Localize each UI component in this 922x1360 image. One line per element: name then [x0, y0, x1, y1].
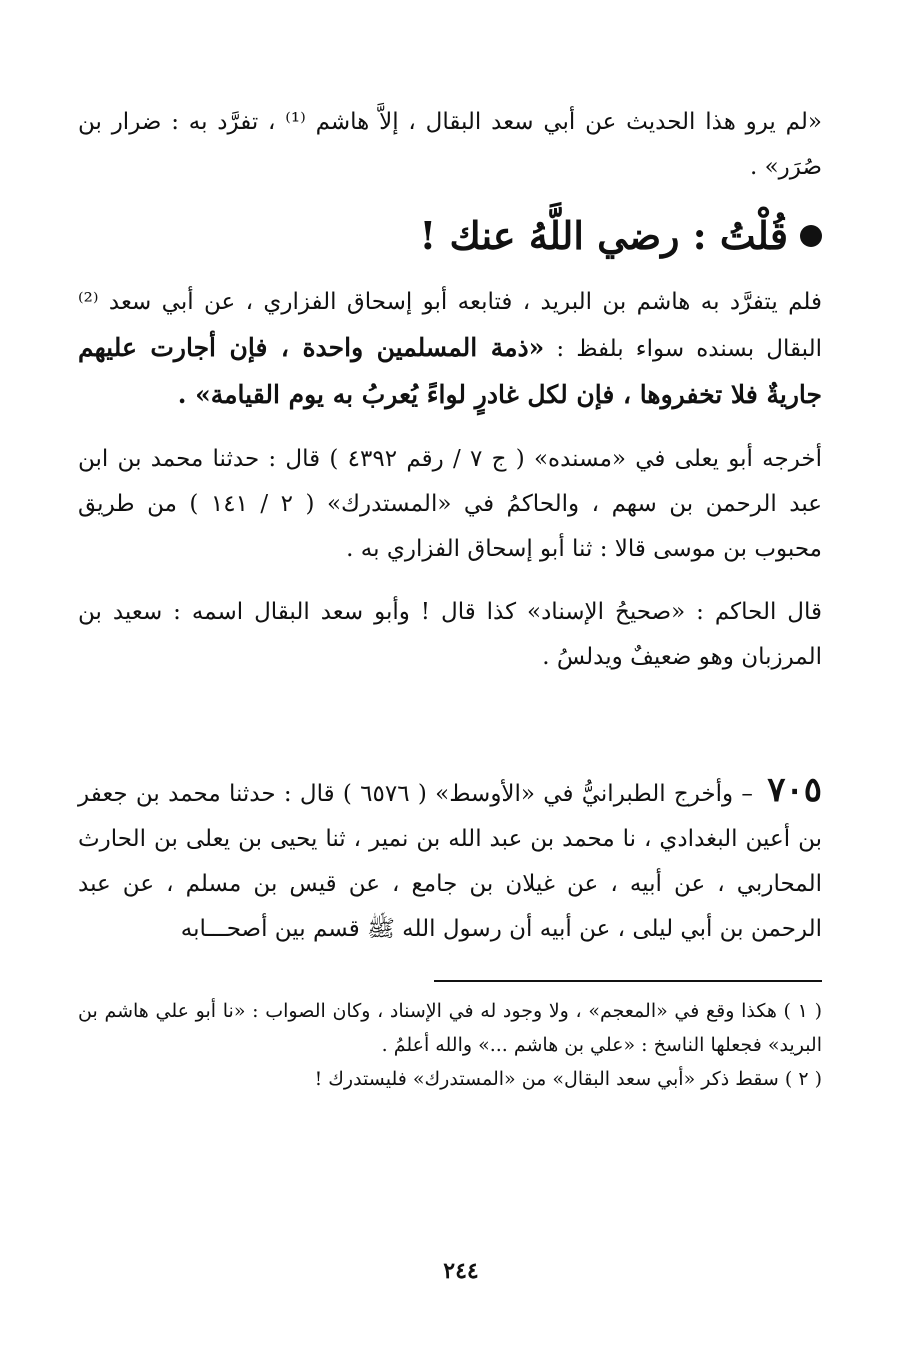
page-body — [78, 100, 822, 1096]
paragraph-hadith-705 — [78, 768, 822, 952]
page-number: ٢٤٤ — [443, 1258, 479, 1284]
footnotes — [78, 994, 822, 1096]
footnote-divider — [434, 980, 822, 982]
hadith-705-text: – وأخرج الطبرانيُّ في «الأوسط» ( ٦٥٧٦ ) قال : حدثنا محمد بن جعفر بن أعين البغدادي ، نا محمد بن عبد الله بن نمير ، ثنا يحيى بن يعلى بن الحارث المحاربي ، عن أبيه ، عن غيلان بن جامع ، عن قيس بن مسلم ، عن عبد الرحمن بن أبي ليلى ، عن أبيه أن رسول الله ﷺ قسم بين أصحـــابه — [78, 781, 822, 942]
paragraph-takhrij: أخرجه أبو يعلى في «مسنده» ( ج ٧ / رقم ٤٣٩٢ ) قال : حدثنا محمد بن ابن عبد الرحمن بن سهم ، والحاكمُ في «المستدرك» ( ٢ / ١٤١ ) من طريق محبوب بن موسى قالا : ثنا أبو إسحاق الفزاري به . — [78, 446, 823, 562]
bullet-icon — [800, 225, 822, 247]
footnote-2: ( ٢ ) سقط ذكر «أبي سعد البقال» من «المستدرك» فليستدرك ! — [314, 1068, 822, 1090]
paragraph-hakim: قال الحاكم : «صحيحُ الإسناد» كذا قال ! وأبو سعد البقال اسمه : سعيد بن المرزبان وهو ضعيفٌ ويدلسُ . — [78, 599, 822, 670]
section-spacer — [78, 698, 822, 768]
paragraph-follow-up-lead: فلم يتفرَّد به هاشم بن البريد ، فتابعه أبو إسحاق الفزاري ، عن أبي سعد ⁽²⁾ البقال بسنده سواء بلفظ : — [78, 289, 822, 362]
paragraph-follow-up — [78, 280, 822, 419]
hadith-quote: «ذمة المسلمين واحدة ، فإن أجارت عليهم جاريةٌ فلا تخفروها ، فإن لكل غادرٍ لواءً يُعربُ به يوم القيامة» . — [78, 333, 822, 409]
hadith-number: ٧٠٥ — [767, 770, 823, 810]
section-heading — [78, 208, 822, 264]
heading-text: قُلْتُ : رضي اللَّهُ عنك ! — [419, 213, 788, 258]
footnote-1: ( ١ ) هكذا وقع في «المعجم» ، ولا وجود له في الإسناد ، وكان الصواب : «نا أبو علي هاشم بن البريد» فجعلها الناسخ : «علي بن هاشم ...» والله أعلمُ . — [78, 1000, 822, 1056]
paragraph-tabarani-quote: «لم يرو هذا الحديث عن أبي سعد البقال ، إلاَّ هاشم ⁽¹⁾ ، تفرَّد به : ضرار بن صُرَر» . — [78, 109, 822, 180]
